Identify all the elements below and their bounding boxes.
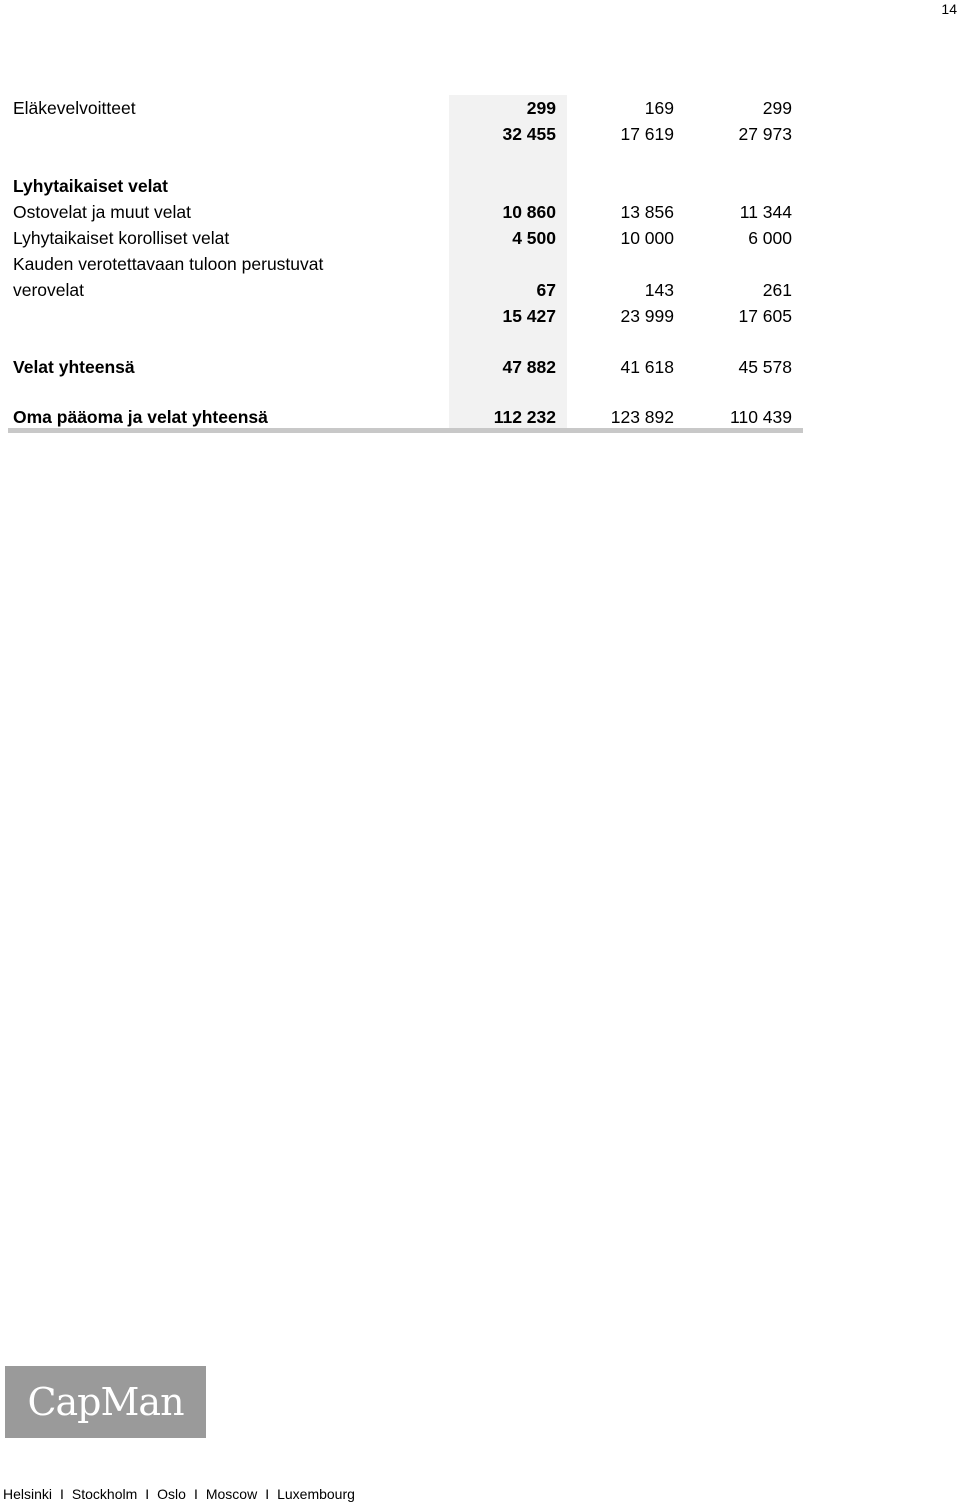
page-number: 14: [941, 1, 957, 17]
table-row: [8, 354, 803, 380]
value-prior: 13 856: [620, 202, 674, 222]
table-row: [8, 95, 803, 121]
value-year-end: 11 344: [739, 202, 792, 222]
footer-city: Helsinki: [3, 1486, 53, 1502]
value-year-end: 17 605: [738, 306, 792, 326]
table-bottom-rule: [8, 428, 803, 433]
value-current: 32 455: [502, 124, 556, 144]
table-row: [8, 404, 803, 430]
value-prior: 23 999: [620, 306, 674, 326]
value-current: 15 427: [502, 306, 556, 326]
table-row: [8, 277, 803, 303]
section-heading: Lyhytaikaiset velat: [13, 176, 168, 196]
value-current: 4 500: [512, 228, 556, 248]
footer-separator: I: [60, 1486, 64, 1502]
value-prior: 17 619: [620, 124, 674, 144]
value-prior: 123 892: [610, 407, 674, 427]
value-prior: 143: [644, 280, 674, 300]
footer-separator: I: [145, 1486, 150, 1502]
value-prior: 41 618: [620, 357, 674, 377]
value-current: 299: [526, 98, 556, 118]
grand-total-label: Oma pääoma ja velat yhteensä: [13, 407, 268, 427]
row-label: Lyhytaikaiset korolliset velat: [13, 228, 230, 248]
total-liabilities-label: Velat yhteensä: [13, 357, 135, 377]
table-row: [8, 251, 803, 277]
value-year-end: 110 439: [730, 407, 792, 427]
footer-separator: I: [193, 1486, 198, 1502]
footer-office-locations: [3, 1486, 355, 1502]
row-label: Ostovelat ja muut velat: [13, 202, 191, 222]
footer-city: Oslo: [157, 1486, 186, 1502]
value-year-end: 299: [762, 98, 792, 118]
table-row: [8, 121, 803, 147]
value-year-end: 6 000: [748, 228, 792, 248]
value-current: 47 882: [502, 357, 556, 377]
value-prior: 10 000: [620, 228, 674, 248]
table-row: [8, 303, 803, 329]
capman-logo: [5, 1366, 206, 1438]
footer-city: Moscow: [205, 1486, 258, 1502]
value-current: 67: [536, 280, 556, 300]
value-year-end: 261: [762, 280, 792, 300]
footer-separator: I: [265, 1486, 270, 1502]
value-year-end: 45 578: [738, 357, 792, 377]
table-row: [8, 173, 803, 199]
footer-city: Luxembourg: [277, 1486, 355, 1502]
value-year-end: 27 973: [738, 124, 792, 144]
value-current: 112 232: [493, 407, 556, 427]
value-current: 10 860: [502, 202, 556, 222]
footer-city: Stockholm: [71, 1486, 138, 1502]
row-label: verovelat: [13, 280, 85, 300]
row-label: Kauden verotettavaan tuloon perustuvat: [13, 254, 324, 274]
table-row: [8, 199, 803, 225]
value-prior: 169: [644, 98, 674, 118]
logo-wordmark: CapMan: [27, 1380, 184, 1424]
table-row: [8, 225, 803, 251]
row-label: Eläkevelvoitteet: [13, 98, 136, 118]
